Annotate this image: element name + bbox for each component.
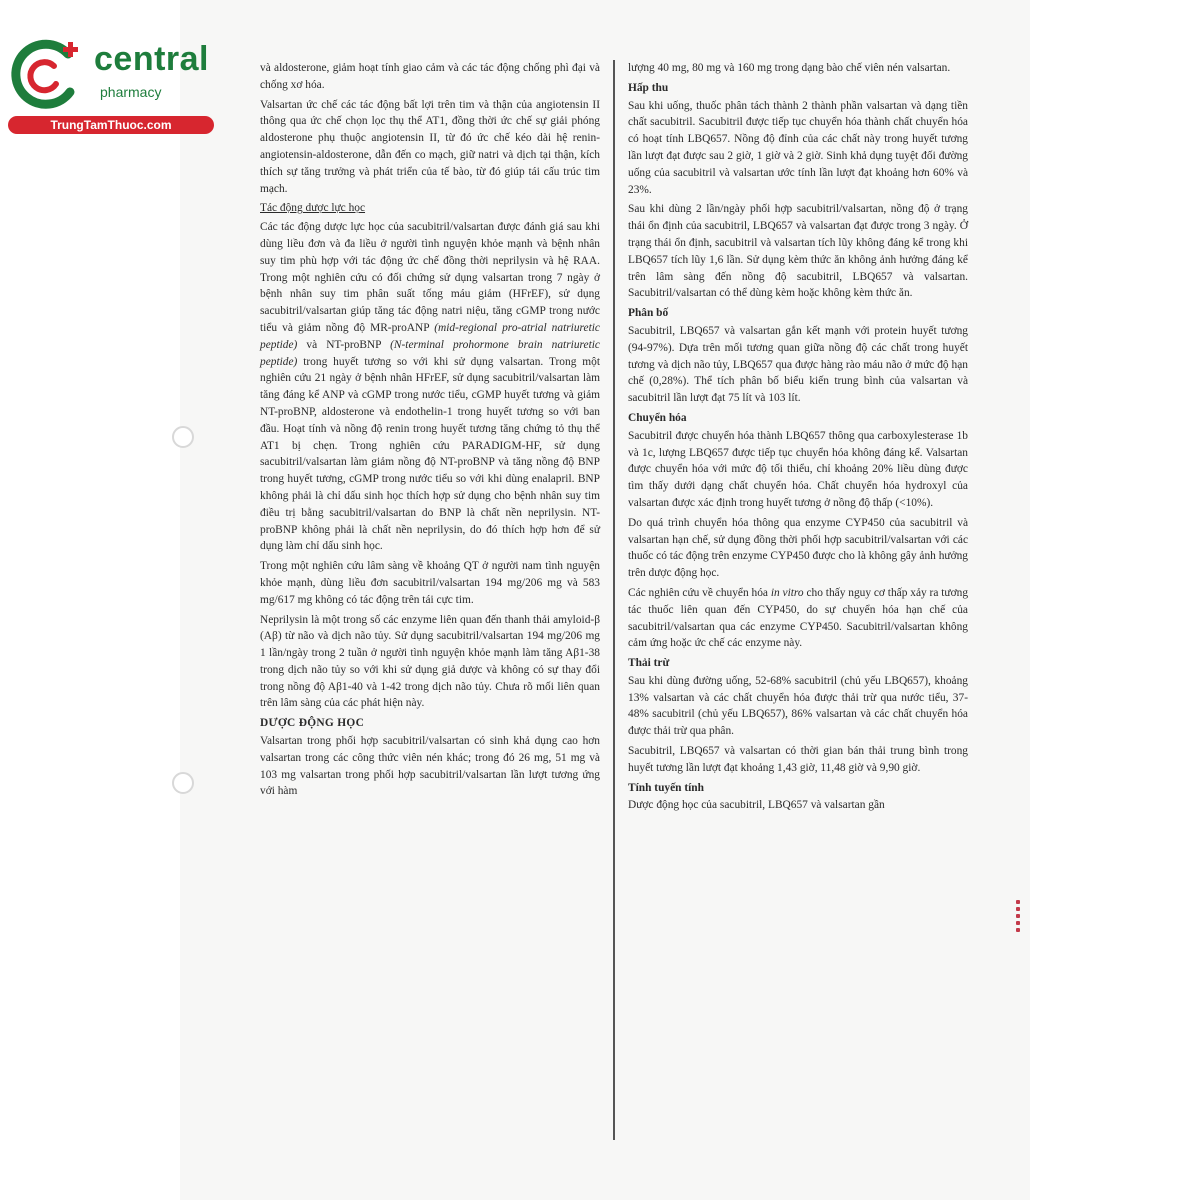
text-run: Các tác động dược lực học của sacubitril/valsartan được đánh giá sau khi dùng liều đơn và đa liều ở người tình nguyện khỏe mạnh và bệnh nhân suy tim phù hợp với tác động ức chế đồng thời neprilysin và hệ RAA. Trong một nghiên cứu có đối chứng sử dụng valsartan trong 7 ngày ở bệnh nhân suy tim phân suất tống máu giảm (HFrEF), sử dụng sacubitril/valsartan giúp tăng tác động natri niệu, tăng cGMP trong nước tiểu và giảm nồng độ MR-proANP: [260, 221, 600, 334]
italic-text: in vitro: [770, 586, 804, 599]
paragraph: Sau khi dùng đường uống, 52-68% sacubitril (chủ yếu LBQ657), khoảng 13% valsartan và các chất chuyển hóa được thải trừ qua nước tiểu, 37-48% sacubitril (chủ yếu LBQ657), 86% valsartan và các chất chuyển hóa được thải trừ qua phân.: [628, 674, 968, 738]
text-run: trong huyết tương so với khi sử dụng valsartan. Trong một nghiên cứu 21 ngày ở bệnh nhân HFrEF, sử dụng sacubitril/valsartan làm tăng đáng kể ANP và cGMP trong nước tiểu, cGMP huyết tương và giảm NT-proBNP, aldosterone và endothelin-1 trong huyết tương so với ban đầu. Hoạt tính và nồng độ renin trong huyết tương tăng chứng tỏ thụ thể AT1 bị chẹn. Trong nghiên cứu PARADIGM-HF, sử dụng sacubitril/valsartan làm giảm nồng độ NT-proBNP và tăng nồng độ BNP trong huyết tương, cGMP trong nước tiểu so với khi dùng enalapril. BNP không phải là chỉ dấu sinh học thích hợp sử dụng cho bệnh nhân suy tim điều trị bằng sacubitril/valsartan do BNP là chất nền neprilysin. NT-proBNP không phải là chất nền neprilysin, do đó thích hợp hơn để sử dụng làm chỉ dấu sinh học.: [260, 355, 600, 553]
paragraph: Valsartan ức chế các tác động bất lợi trên tim và thận của angiotensin II thông qua ức chế chọn lọc thụ thể AT1, đồng thời ức chế sự giải phóng aldosterone phụ thuộc angiotensin II, từ đó ức chế kéo dài hệ renin-angiotensin-aldosterone, dẫn đến co mạch, giữ natri và dịch tại thận, kích thích sự tăng trưởng và phát triển của tế bào, từ đó giúp tái cấu trúc tim mạch.: [260, 98, 600, 195]
text-run: cho thấy nguy cơ thấp xảy ra tương tác thuốc liên quan đến CYP450, do sự chuyển hóa hạn chế của sacubitril/valsartan qua các enzyme CYP450. Sacubitril/valsartan không cảm ứng hoặc ức chế các enzyme này.: [628, 586, 969, 650]
paragraph: Do quá trình chuyển hóa thông qua enzyme CYP450 của sacubitril và valsartan hạn chế, sử dụng đồng thời phối hợp sacubitril/valsartan với các thuốc có tác động trên enzyme CYP450 được cho là không gây ảnh hưởng trên dược động học.: [628, 516, 968, 580]
section-heading-elimination: Thải trừ: [628, 657, 670, 670]
paragraph: Sacubitril, LBQ657 và valsartan gắn kết mạnh với protein huyết tương (94-97%). Dựa trên mối tương quan giữa nồng độ các chất trong huyết tương và dịch não tủy, LBQ657 qua được hàng rào máu não ở mức độ hạn chế (0,28%). Thể tích phân bố biểu kiến trung bình của valsartan và sacubitril lần lượt đạt 75 lít và 103 lít.: [628, 324, 968, 405]
paragraph: lượng 40 mg, 80 mg và 160 mg trong dạng bào chế viên nén valsartan.: [628, 62, 951, 74]
paragraph: và aldosterone, giảm hoạt tính giao cảm và các tác động chống phì đại và chống xơ hóa.: [260, 62, 600, 91]
stamp-mark: [1016, 900, 1022, 934]
logo-subtitle: pharmacy: [100, 84, 162, 100]
section-heading-metabolism: Chuyển hóa: [628, 411, 687, 424]
logo-url-link[interactable]: TrungTamThuoc.com: [8, 116, 214, 134]
paragraph: Sacubitril, LBQ657 và valsartan có thời gian bán thải trung bình trong huyết tương lần lượt đạt khoảng 1,43 giờ, 11,48 giờ và 9,90 giờ.: [628, 745, 968, 774]
section-heading-linearity: Tính tuyến tính: [628, 781, 704, 794]
paragraph: Sau khi uống, thuốc phân tách thành 2 thành phần valsartan và dạng tiền chất sacubitril. Sacubitril được tiếp tục chuyển hóa thành chất chuyển hóa có hoạt tính LBQ657. Nồng độ đỉnh của các chất này trong huyết tương lần lượt đạt được sau 2 giờ, 1 giờ và 2 giờ. Sinh khả dụng tuyệt đối đường uống của sacubitril và valsartan ước tính lần lượt đạt khoảng hơn 60% và 23%.: [628, 99, 968, 196]
pharmacy-cross-icon: [8, 36, 88, 114]
logo-name: central: [94, 40, 209, 78]
italic-text: (N-terminal prohormone brain natriuretic peptide): [260, 338, 600, 368]
paragraph: [628, 585, 968, 652]
italic-text: (mid-regional pro-atrial natriuretic peptide): [260, 321, 600, 351]
paragraph: Sacubitril được chuyển hóa thành LBQ657 thông qua carboxylesterase 1b và 1c, lượng LBQ657 được tiếp tục chuyển hóa không đáng kể. Valsartan được chuyển hóa với mức độ tối thiểu, chỉ khoảng 20% liều dùng được tìm thấy dưới dạng chất chuyển hóa. Chất chuyển hóa hydroxyl của valsartan được xác định trong huyết tương ở nồng độ thấp (<10%).: [628, 429, 968, 509]
central-pharmacy-logo[interactable]: [8, 36, 214, 136]
text-run: Các nghiên cứu về chuyển hóa: [628, 586, 768, 599]
punch-hole: [172, 426, 194, 448]
section-heading-pharmacokinetics: DƯỢC ĐỘNG HỌC: [260, 717, 365, 730]
paragraph: Trong một nghiên cứu lâm sàng về khoảng QT ở người nam tình nguyện khỏe mạnh, dùng liều đơn sacubitril/valsartan 194 mg/206 mg và 583 mg/617 mg không có tác động trên tái cực tim.: [260, 560, 600, 606]
section-heading-absorption: Hấp thu: [628, 81, 669, 94]
paragraph: Neprilysin là một trong số các enzyme liên quan đến thanh thải amyloid-β (Aβ) từ não và dịch não tủy. Sử dụng sacubitril/valsartan 194 mg/206 mg 1 lần/ngày trong 2 tuần ở người tình nguyện khỏe mạnh làm tăng Aβ1-38 trong dịch não tủy so với khi sử dụng giả dược và không có sự thay đổi trong nồng độ Aβ1-40 và 1-42 trong dịch não tủy. Chưa rõ mối liên quan trên lâm sàng của các phát hiện này.: [260, 613, 600, 710]
column-divider: [613, 60, 615, 1140]
paragraph: [260, 219, 600, 555]
paragraph: Sau khi dùng 2 lần/ngày phối hợp sacubitril/valsartan, nồng độ ở trạng thái ổn định của sacubitril, LBQ657 và valsartan đạt được trong 3 ngày. Ở trạng thái ổn định, sacubitril và valsartan tích lũy không đáng kể trong khi LBQ657 tích lũy 1,6 lần. Sử dụng kèm thức ăn không ảnh hưởng đáng kể trên lâm sàng đến nồng độ sacubitril, LBQ657 và valsartan. Sacubitril/valsartan có thể dùng kèm hoặc không kèm thức ăn.: [628, 203, 968, 300]
right-column: [628, 60, 968, 817]
paragraph: Dược động học của sacubitril, LBQ657 và valsartan gần: [628, 799, 885, 812]
section-heading-distribution: Phân bố: [628, 307, 669, 320]
section-heading-pharmacodynamics: Tác động dược lực học: [260, 202, 366, 215]
left-column: [260, 60, 600, 803]
punch-hole: [172, 772, 194, 794]
paragraph: Valsartan trong phối hợp sacubitril/valsartan có sinh khả dụng cao hơn valsartan trong các công thức viên nén khác; trong đó 26 mg, 51 mg và 103 mg valsartan trong phối hợp sacubitril/valsartan lần lượt tương ứng với hàm: [260, 735, 600, 798]
text-run: và NT-proBNP: [306, 338, 382, 351]
